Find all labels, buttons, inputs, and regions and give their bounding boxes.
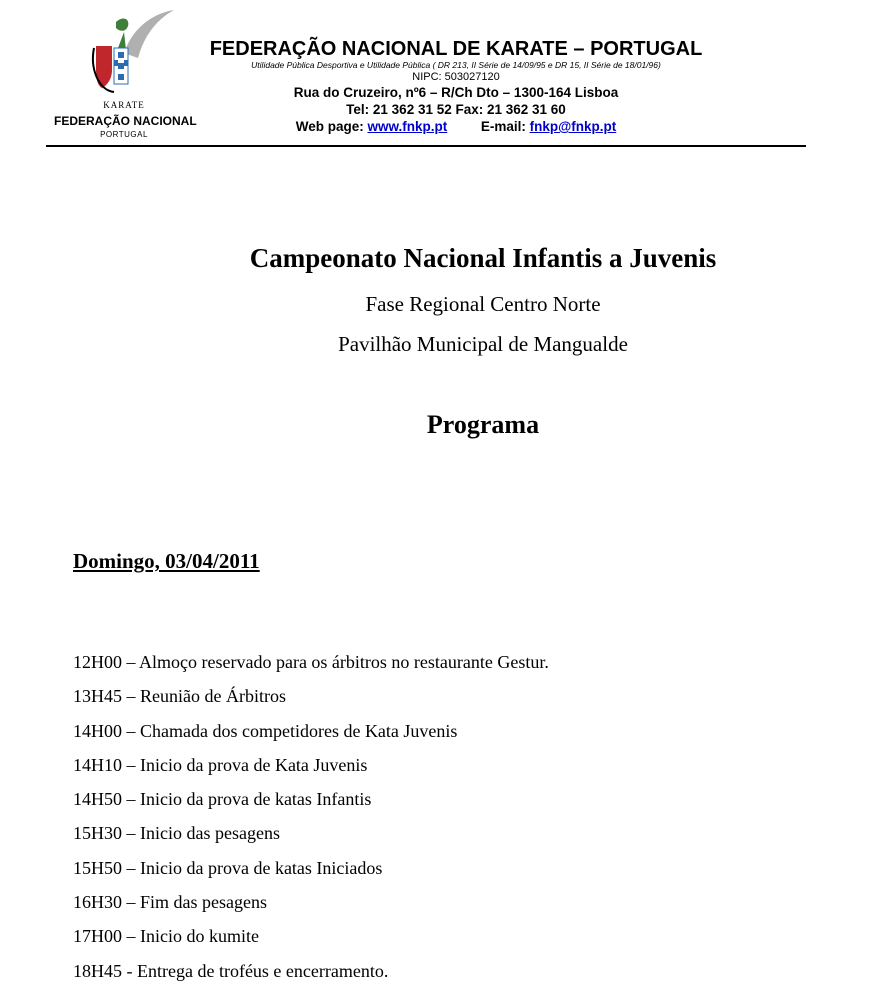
web-link[interactable]: www.fnkp.pt (367, 119, 448, 134)
org-subtitle: Utilidade Pública Desportiva e Utilidade Pública ( DR 213, II Série de 14/09/95 e DR 15, II Série de 18/01/96) (251, 60, 661, 70)
email-label: E-mail: (480, 119, 526, 134)
schedule-item: 14H00 – Chamada dos competidores de Kata Juvenis (73, 720, 458, 741)
schedule-item: 12H00 – Almoço reservado para os árbitros no restaurante Gestur. (73, 652, 549, 672)
org-contacts (196, 118, 716, 135)
logo-country-text: PORTUGAL (100, 130, 148, 139)
org-address: Rua do Cruzeiro, nº6 – R/Ch Dto – 1300-164 Lisboa (293, 85, 619, 100)
letterhead (196, 38, 716, 135)
schedule-item: 18H45 - Entrega de troféus e encerramento. (73, 960, 389, 981)
schedule-item: 13H45 – Reunião de Árbitros (73, 686, 286, 707)
org-phone: Tel: 21 362 31 52 Fax: 21 362 31 60 (346, 102, 566, 117)
event-phase: Fase Regional Centro Norte (365, 292, 601, 316)
org-name: FEDERAÇÃO NACIONAL DE KARATE – PORTUGAL (209, 38, 703, 60)
schedule-item: 15H50 – Inicio da prova de katas Iniciados (73, 857, 383, 878)
schedule-item: 14H50 – Inicio da prova de katas Infantis (73, 789, 372, 810)
schedule-item: 14H10 – Inicio da prova de Kata Juvenis (73, 754, 368, 775)
org-nipc: NIPC: 503027120 (412, 71, 500, 83)
day-heading: Domingo, 03/04/2011 (73, 549, 260, 573)
header-divider (46, 145, 806, 147)
web-label: Web page: (295, 119, 364, 134)
email-link[interactable]: fnkp@fnkp.pt (529, 119, 617, 134)
schedule-list (73, 650, 549, 993)
schedule-item: 17H00 – Inicio do kumite (73, 926, 259, 947)
schedule-item: 16H30 – Fim das pesagens (73, 892, 267, 913)
event-venue: Pavilhão Municipal de Mangualde (338, 332, 628, 356)
schedule-item: 15H30 – Inicio das pesagens (73, 823, 280, 844)
federation-logo (54, 8, 197, 140)
logo-karate-text: KARATE (103, 100, 145, 110)
shield-icon (54, 8, 194, 100)
program-heading: Programa (426, 410, 540, 439)
event-title: Campeonato Nacional Infantis a Juvenis (249, 243, 717, 273)
logo-federation-text: FEDERAÇÃO NACIONAL (54, 114, 197, 128)
